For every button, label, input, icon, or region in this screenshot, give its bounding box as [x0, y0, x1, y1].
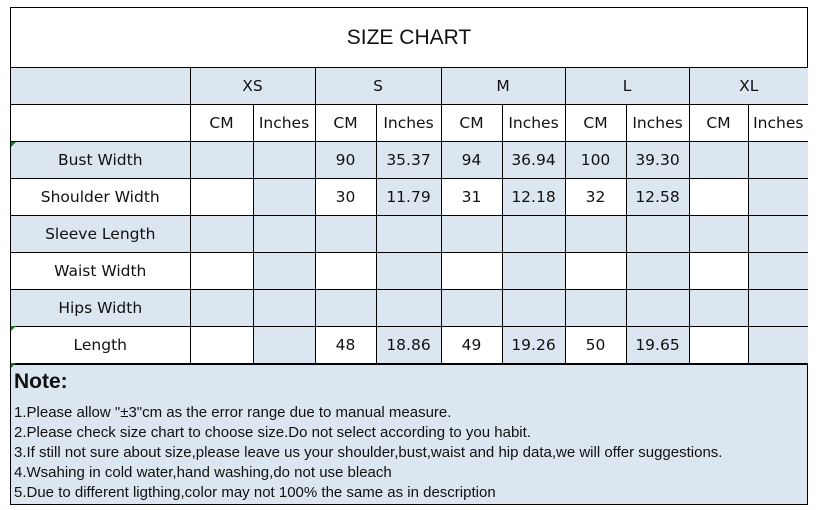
table-cell: [565, 216, 626, 253]
table-row: [11, 179, 808, 216]
size-header-m: M: [441, 68, 565, 105]
table-cell: [253, 327, 315, 364]
note-line: 3.If still not sure about size,please leave us your shoulder,bust,waist and hip data,we will offer suggestions.: [14, 444, 723, 461]
note-line: 5.Due to different ligthing,color may not 100% the same as in description: [14, 484, 496, 501]
table-cell: [253, 216, 315, 253]
table-cell: 31: [441, 179, 502, 216]
table-cell: 36.94: [502, 142, 565, 179]
unit-label-inches: Inches: [253, 105, 315, 142]
note-line: 4.Wsahing in cold water,hand washing,do not use bleach: [14, 464, 392, 481]
unit-header-row: [11, 105, 808, 142]
unit-label-inches: Inches: [748, 105, 808, 142]
corner-cell: [11, 68, 190, 105]
table-cell: [253, 142, 315, 179]
table-cell: 48: [315, 327, 376, 364]
table-cell: [190, 179, 253, 216]
table-cell: [315, 290, 376, 327]
measurement-label: Waist Width: [11, 253, 190, 290]
measurement-label: Length: [11, 327, 190, 364]
table-cell: 32: [565, 179, 626, 216]
table-cell: 30: [315, 179, 376, 216]
table-cell: 18.86: [376, 327, 441, 364]
size-chart-sheet: [10, 7, 808, 505]
table-cell: 39.30: [626, 142, 689, 179]
table-cell: 90: [315, 142, 376, 179]
table-cell: [315, 216, 376, 253]
cell-comment-marker-icon: [11, 326, 16, 331]
table-cell: [565, 290, 626, 327]
table-cell: [315, 253, 376, 290]
table-cell: [502, 290, 565, 327]
note-line: 2.Please check size chart to choose size.Do not select according to you habit.: [14, 424, 531, 441]
table-cell: [190, 327, 253, 364]
table-cell: [502, 216, 565, 253]
table-cell: [689, 290, 748, 327]
table-cell: [502, 253, 565, 290]
table-cell: 19.26: [502, 327, 565, 364]
cell-comment-marker-icon: [11, 363, 16, 368]
unit-label-inches: Inches: [376, 105, 441, 142]
unit-label-cm: CM: [565, 105, 626, 142]
chart-title: SIZE CHART: [11, 8, 807, 68]
table-cell: [441, 290, 502, 327]
cell-comment-marker-icon: [11, 142, 16, 147]
unit-label-inches: Inches: [626, 105, 689, 142]
table-cell: 50: [565, 327, 626, 364]
table-cell: [689, 253, 748, 290]
table-cell: [626, 290, 689, 327]
table-row: [11, 290, 808, 327]
table-cell: [253, 179, 315, 216]
table-cell: [689, 142, 748, 179]
table-cell: [190, 142, 253, 179]
measurement-label: Sleeve Length: [11, 216, 190, 253]
table-cell: 100: [565, 142, 626, 179]
table-cell: [748, 142, 808, 179]
table-cell: [565, 253, 626, 290]
notes-heading: Note:: [14, 370, 68, 393]
table-cell: [190, 216, 253, 253]
table-cell: 12.18: [502, 179, 565, 216]
table-row: [11, 142, 808, 179]
table-cell: 12.58: [626, 179, 689, 216]
size-header-s: S: [315, 68, 441, 105]
table-cell: [748, 253, 808, 290]
measurement-label: Shoulder Width: [11, 179, 190, 216]
unit-label-cm: CM: [315, 105, 376, 142]
unit-corner-cell: [11, 105, 190, 142]
table-cell: 49: [441, 327, 502, 364]
table-cell: 11.79: [376, 179, 441, 216]
note-line: 1.Please allow "±3"cm as the error range due to manual measure.: [14, 404, 452, 421]
table-cell: 35.37: [376, 142, 441, 179]
table-cell: [748, 327, 808, 364]
table-cell: [748, 216, 808, 253]
unit-label-cm: CM: [689, 105, 748, 142]
table-cell: [376, 290, 441, 327]
table-cell: [441, 253, 502, 290]
table-cell: [441, 216, 502, 253]
table-cell: [689, 216, 748, 253]
notes-panel: [11, 364, 807, 504]
table-row: [11, 216, 808, 253]
table-cell: [689, 327, 748, 364]
table-cell: [748, 290, 808, 327]
unit-label-cm: CM: [441, 105, 502, 142]
table-row: [11, 327, 808, 364]
table-cell: [748, 179, 808, 216]
size-table: [11, 68, 808, 364]
size-header-xl: XL: [689, 68, 808, 105]
unit-label-inches: Inches: [502, 105, 565, 142]
table-row: [11, 253, 808, 290]
measurement-label: Bust Width: [11, 142, 190, 179]
table-cell: [689, 179, 748, 216]
table-cell: [626, 216, 689, 253]
table-cell: [253, 253, 315, 290]
table-cell: [626, 253, 689, 290]
table-cell: 94: [441, 142, 502, 179]
size-header-l: L: [565, 68, 689, 105]
table-cell: [376, 253, 441, 290]
table-cell: [253, 290, 315, 327]
measurement-label: Hips Width: [11, 290, 190, 327]
size-header-xs: XS: [190, 68, 315, 105]
table-cell: [190, 290, 253, 327]
table-cell: [376, 216, 441, 253]
size-header-row: [11, 68, 808, 105]
unit-label-cm: CM: [190, 105, 253, 142]
table-cell: [190, 253, 253, 290]
table-cell: 19.65: [626, 327, 689, 364]
